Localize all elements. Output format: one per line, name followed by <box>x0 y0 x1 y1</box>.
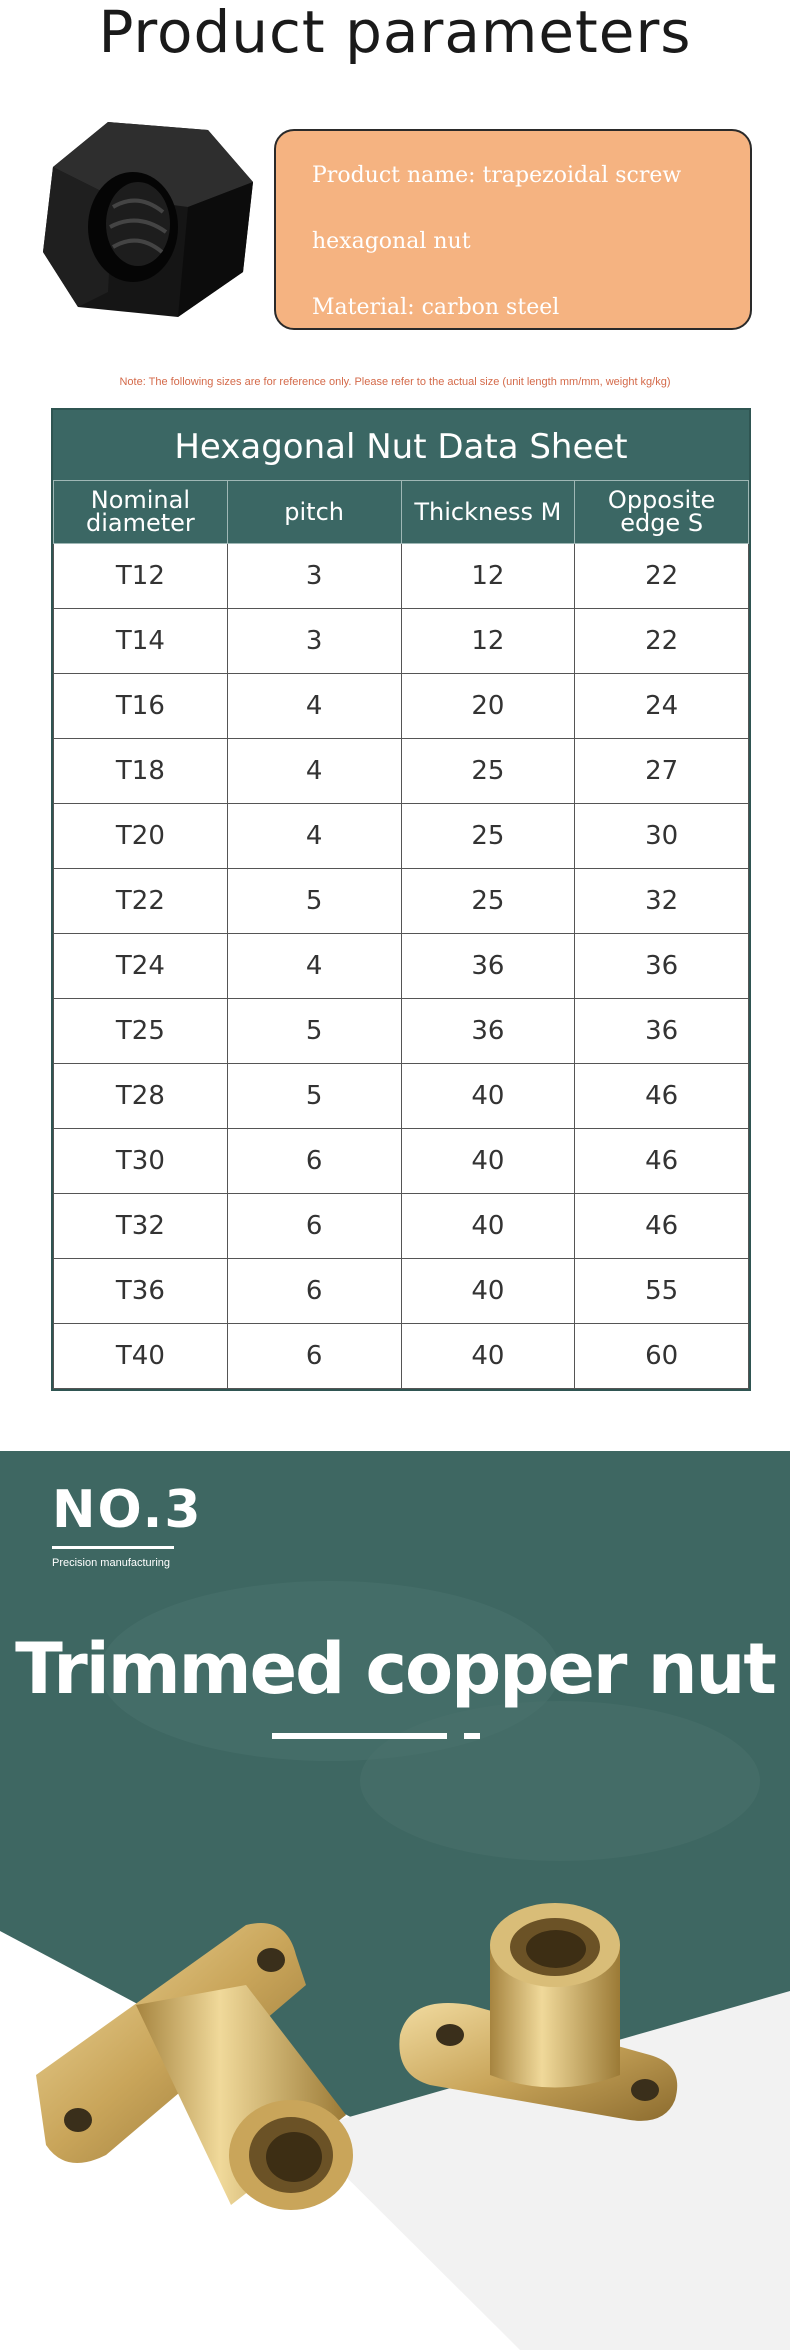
table-cell: 27 <box>575 739 749 804</box>
section-subtitle: Precision manufacturing <box>52 1557 171 1569</box>
section-rule <box>52 1546 174 1549</box>
table-cell: 40 <box>401 1194 575 1259</box>
table-cell: 36 <box>401 999 575 1064</box>
table-cell: 3 <box>227 544 401 609</box>
table-cell: 25 <box>401 804 575 869</box>
table-header-row <box>54 481 749 544</box>
copper-nut-image-right <box>390 1885 690 2155</box>
table-cell: 6 <box>227 1324 401 1389</box>
table-cell: 30 <box>575 804 749 869</box>
product-name-line-2: hexagonal nut <box>312 229 471 254</box>
table-cell: 36 <box>575 934 749 999</box>
table-cell: T25 <box>54 999 228 1064</box>
table-row <box>54 609 749 674</box>
table-cell: T14 <box>54 609 228 674</box>
table-cell: 4 <box>227 674 401 739</box>
table-row <box>54 1259 749 1324</box>
table-cell: T24 <box>54 934 228 999</box>
table-cell: T12 <box>54 544 228 609</box>
title-underline-dot <box>464 1733 480 1739</box>
table-cell: 25 <box>401 869 575 934</box>
data-table <box>53 480 749 1389</box>
table-cell: 12 <box>401 609 575 674</box>
table-cell: 5 <box>227 1064 401 1129</box>
table-cell: 12 <box>401 544 575 609</box>
page-header <box>0 0 790 70</box>
page-title: Product parameters <box>98 0 692 66</box>
table-row <box>54 739 749 804</box>
table-cell: T18 <box>54 739 228 804</box>
table-cell: 40 <box>401 1324 575 1389</box>
table-cell: 32 <box>575 869 749 934</box>
table-cell: 22 <box>575 609 749 674</box>
title-underline <box>272 1733 447 1739</box>
table-cell: 40 <box>401 1259 575 1324</box>
table-cell: 36 <box>401 934 575 999</box>
table-cell: 24 <box>575 674 749 739</box>
reference-note: Note: The following sizes are for reference only. Please refer to the actual size (unit length mm/mm, weight kg/kg) <box>119 376 671 388</box>
table-cell: T32 <box>54 1194 228 1259</box>
table-row <box>54 1324 749 1389</box>
table-cell: 5 <box>227 869 401 934</box>
table-cell: 20 <box>401 674 575 739</box>
copper-nut-image-left <box>16 1905 366 2215</box>
sheet-title: Hexagonal Nut Data Sheet <box>53 410 749 480</box>
table-row <box>54 1064 749 1129</box>
table-row <box>54 674 749 739</box>
hex-nut-image <box>38 112 260 332</box>
product-name-line: Product name: trapezoidal screw <box>312 163 682 188</box>
table-cell: 60 <box>575 1324 749 1389</box>
table-cell: 22 <box>575 544 749 609</box>
column-header: Thickness M <box>401 481 575 544</box>
table-cell: 36 <box>575 999 749 1064</box>
table-row <box>54 869 749 934</box>
table-cell: 5 <box>227 999 401 1064</box>
table-cell: 3 <box>227 609 401 674</box>
table-row <box>54 934 749 999</box>
table-cell: T40 <box>54 1324 228 1389</box>
table-body <box>54 544 749 1389</box>
banner-title: Trimmed copper nut <box>15 1628 775 1710</box>
table-cell: 25 <box>401 739 575 804</box>
table-cell: T16 <box>54 674 228 739</box>
table-cell: T36 <box>54 1259 228 1324</box>
table-cell: 4 <box>227 739 401 804</box>
data-sheet <box>51 408 751 1391</box>
section-number: NO.3 <box>52 1480 203 1540</box>
column-header: Nominal diameter <box>54 481 228 544</box>
table-row <box>54 544 749 609</box>
table-cell: 46 <box>575 1129 749 1194</box>
table-row <box>54 1194 749 1259</box>
table-cell: 55 <box>575 1259 749 1324</box>
table-cell: T22 <box>54 869 228 934</box>
table-cell: T20 <box>54 804 228 869</box>
table-row <box>54 999 749 1064</box>
table-cell: T30 <box>54 1129 228 1194</box>
table-cell: T28 <box>54 1064 228 1129</box>
material-line: Material: carbon steel <box>312 295 560 320</box>
table-cell: 46 <box>575 1064 749 1129</box>
table-cell: 46 <box>575 1194 749 1259</box>
product-info-box <box>274 129 752 330</box>
column-header: Opposite edge S <box>575 481 749 544</box>
table-cell: 6 <box>227 1194 401 1259</box>
table-cell: 40 <box>401 1064 575 1129</box>
table-row <box>54 1129 749 1194</box>
table-cell: 4 <box>227 934 401 999</box>
column-header: pitch <box>227 481 401 544</box>
table-cell: 6 <box>227 1259 401 1324</box>
table-cell: 6 <box>227 1129 401 1194</box>
table-cell: 4 <box>227 804 401 869</box>
table-cell: 40 <box>401 1129 575 1194</box>
table-row <box>54 804 749 869</box>
